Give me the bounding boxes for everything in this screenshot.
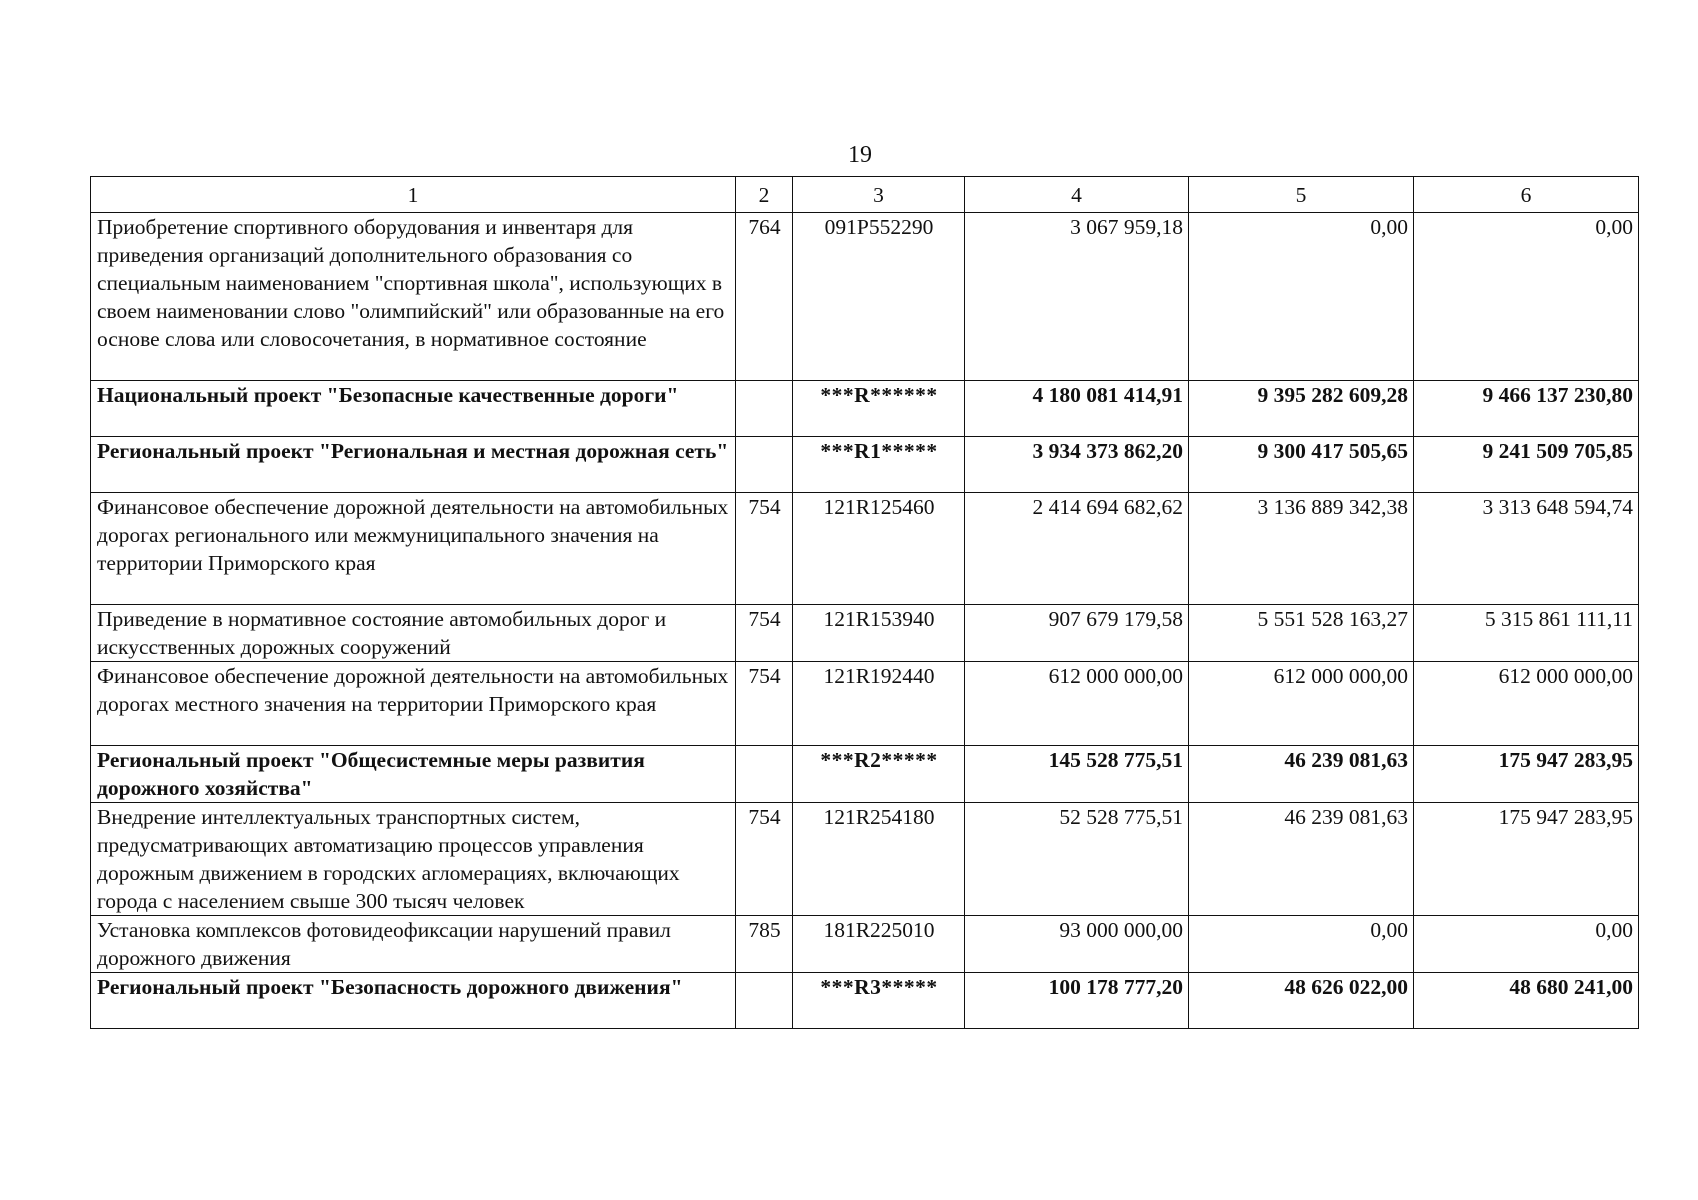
table-row [91,973,1639,1029]
row-value-col5: 612 000 000,00 [1189,662,1414,746]
row-value-col4: 3 934 373 862,20 [965,437,1189,493]
row-value-col5: 9 395 282 609,28 [1189,381,1414,437]
row-name: Региональный проект "Общесистемные меры развития дорожного хозяйства" [91,746,736,803]
page-number: 19 [848,142,872,168]
row-value-col4: 52 528 775,51 [965,803,1189,916]
table-row [91,437,1639,493]
table-body [91,213,1639,1029]
row-value-col4: 2 414 694 682,62 [965,493,1189,605]
header-col-1: 1 [91,177,736,213]
row-value-col5: 46 239 081,63 [1189,746,1414,803]
row-value-col5: 0,00 [1189,916,1414,973]
row-target-code: ***R3***** [793,973,965,1029]
row-value-col4: 100 178 777,20 [965,973,1189,1029]
row-value-col4: 145 528 775,51 [965,746,1189,803]
header-col-3: 3 [793,177,965,213]
table-row [91,803,1639,916]
row-gr-code: 785 [736,916,793,973]
header-col-6: 6 [1414,177,1639,213]
row-gr-code: 754 [736,605,793,662]
row-target-code: 121R125460 [793,493,965,605]
table-row [91,381,1639,437]
row-gr-code [736,746,793,803]
row-value-col6: 612 000 000,00 [1414,662,1639,746]
table-row [91,605,1639,662]
table-row [91,916,1639,973]
row-target-code: ***R****** [793,381,965,437]
row-value-col5: 3 136 889 342,38 [1189,493,1414,605]
header-col-5: 5 [1189,177,1414,213]
row-name: Приведение в нормативное состояние автомобильных дорог и искусственных дорожных сооружений [91,605,736,662]
row-name: Региональный проект "Безопасность дорожного движения" [91,973,736,1029]
row-value-col4: 93 000 000,00 [965,916,1189,973]
row-name: Финансовое обеспечение дорожной деятельности на автомобильных дорогах регионального или межмуниципального значения на территории Приморского края [91,493,736,605]
budget-table [90,176,1639,1029]
row-value-col6: 0,00 [1414,213,1639,381]
row-name: Финансовое обеспечение дорожной деятельности на автомобильных дорогах местного значения на территории Приморского края [91,662,736,746]
row-target-code: ***R1***** [793,437,965,493]
header-col-2: 2 [736,177,793,213]
row-value-col5: 9 300 417 505,65 [1189,437,1414,493]
row-value-col6: 9 241 509 705,85 [1414,437,1639,493]
row-name: Региональный проект "Региональная и местная дорожная сеть" [91,437,736,493]
row-value-col6: 3 313 648 594,74 [1414,493,1639,605]
row-name: Внедрение интеллектуальных транспортных систем, предусматривающих автоматизацию процессов управления дорожным движением в городских агломерациях, включающих города с населением свыше 300 тысяч человек [91,803,736,916]
row-value-col5: 46 239 081,63 [1189,803,1414,916]
row-value-col6: 48 680 241,00 [1414,973,1639,1029]
row-gr-code [736,381,793,437]
table-row [91,662,1639,746]
row-target-code: 121R192440 [793,662,965,746]
row-value-col6: 175 947 283,95 [1414,803,1639,916]
row-target-code: 091P552290 [793,213,965,381]
row-value-col4: 4 180 081 414,91 [965,381,1189,437]
table-row [91,213,1639,381]
row-target-code: ***R2***** [793,746,965,803]
row-gr-code: 754 [736,493,793,605]
row-value-col4: 3 067 959,18 [965,213,1189,381]
table-row [91,493,1639,605]
table-header [91,177,1639,213]
row-name: Установка комплексов фотовидеофиксации нарушений правил дорожного движения [91,916,736,973]
row-gr-code: 764 [736,213,793,381]
row-gr-code: 754 [736,803,793,916]
row-value-col5: 0,00 [1189,213,1414,381]
row-name: Национальный проект "Безопасные качественные дороги" [91,381,736,437]
row-target-code: 181R225010 [793,916,965,973]
table-row [91,746,1639,803]
row-value-col6: 5 315 861 111,11 [1414,605,1639,662]
header-row [91,177,1639,213]
row-target-code: 121R153940 [793,605,965,662]
row-value-col6: 0,00 [1414,916,1639,973]
row-gr-code: 754 [736,662,793,746]
row-gr-code [736,973,793,1029]
row-target-code: 121R254180 [793,803,965,916]
header-col-4: 4 [965,177,1189,213]
row-value-col5: 5 551 528 163,27 [1189,605,1414,662]
row-name: Приобретение спортивного оборудования и инвентаря для приведения организаций дополнительного образования со специальным наименованием "спортивная школа", использующих в своем наименовании слово "олимпийский" или образованные на его основе слова или словосочетания, в нормативное состояние [91,213,736,381]
row-value-col5: 48 626 022,00 [1189,973,1414,1029]
row-value-col4: 612 000 000,00 [965,662,1189,746]
row-value-col4: 907 679 179,58 [965,605,1189,662]
row-gr-code [736,437,793,493]
row-value-col6: 175 947 283,95 [1414,746,1639,803]
row-value-col6: 9 466 137 230,80 [1414,381,1639,437]
